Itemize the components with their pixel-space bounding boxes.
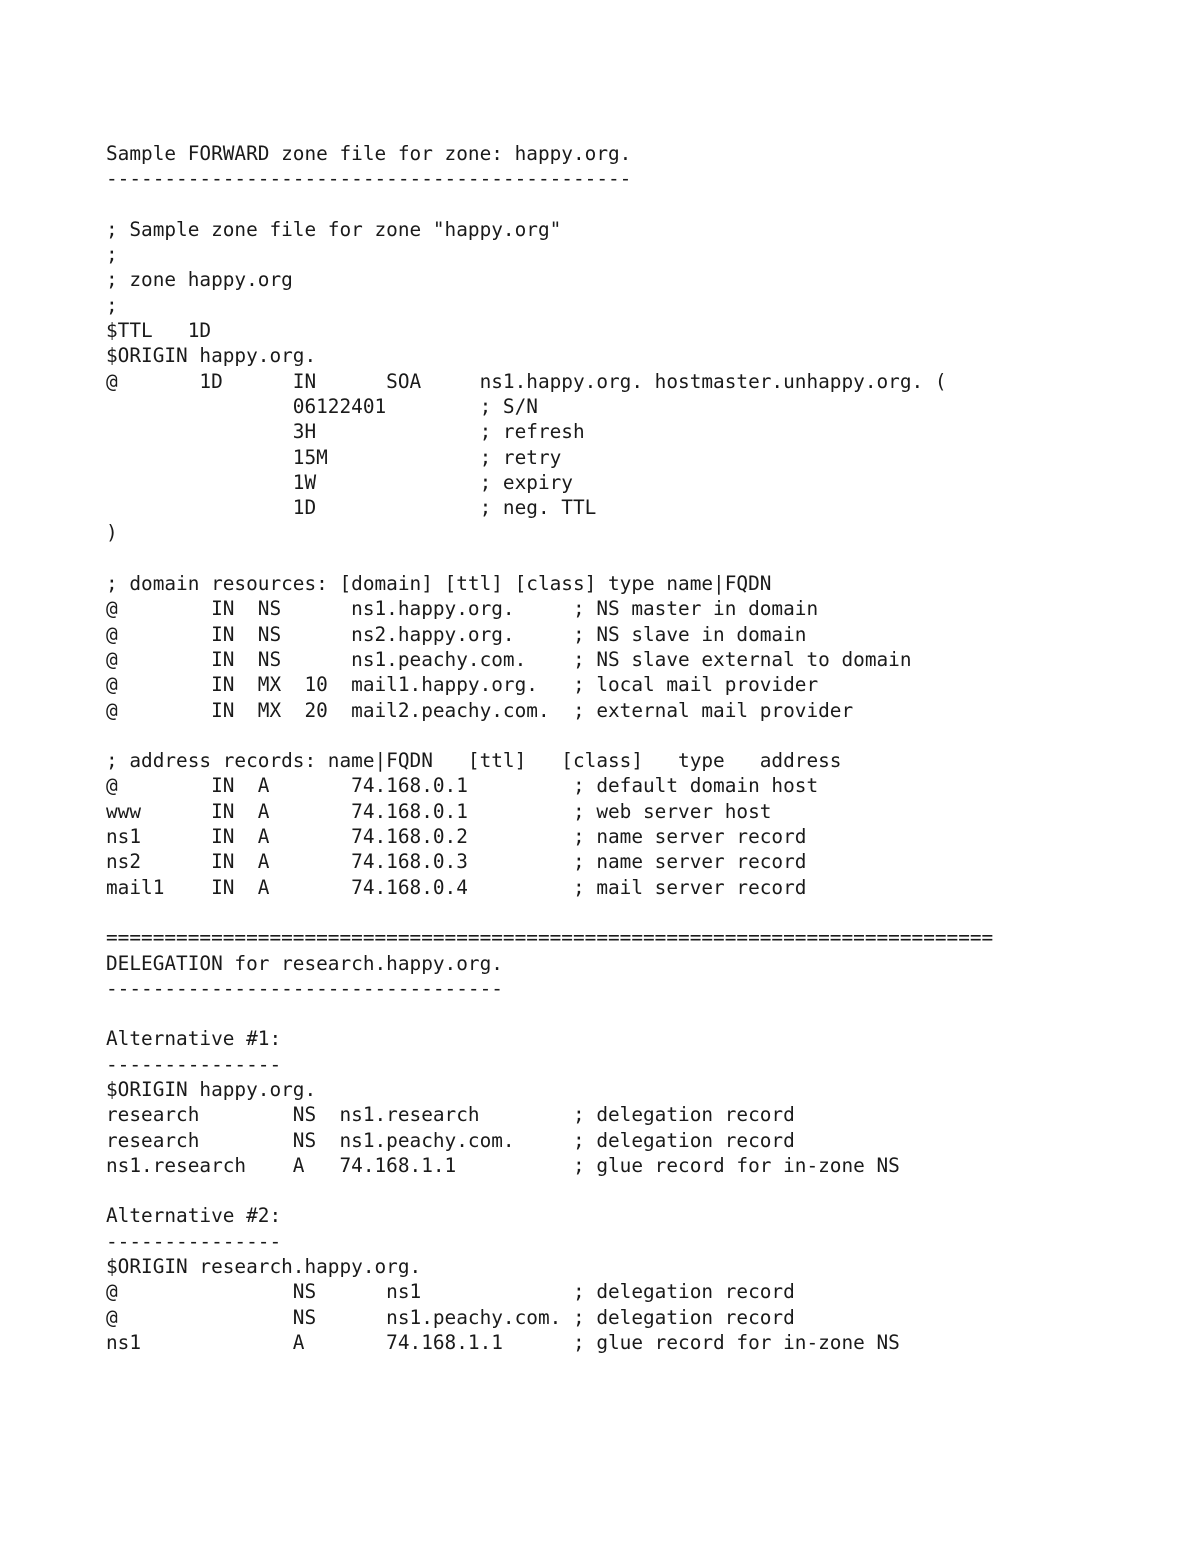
document-line: ns1.research A 74.168.1.1 ; glue record for in-zone NS [106, 1153, 900, 1177]
document-line: Sample FORWARD zone file for zone: happy.org. [106, 142, 632, 165]
document-line: @ NS ns1.peachy.com. ; delegation record [106, 1305, 795, 1329]
document-line: research NS ns1.peachy.com. ; delegation record [106, 1128, 795, 1152]
document-line: @ IN NS ns1.happy.org. ; NS master in domain [106, 597, 819, 621]
document-line: ns1 A 74.168.1.1 ; glue record for in-zone NS [106, 1330, 900, 1354]
document-line: $ORIGIN happy.org. [106, 344, 317, 368]
document-line [106, 192, 1166, 217]
document-line: 3H ; refresh [106, 420, 585, 444]
document-line: $ORIGIN research.happy.org. [106, 1255, 422, 1279]
document-line: Alternative #1: [106, 1027, 282, 1051]
document-line [106, 900, 1166, 925]
document-line: 15M ; retry [106, 445, 562, 469]
document-line: mail1 IN A 74.168.0.4 ; mail server record [106, 875, 807, 899]
document-line: 06122401 ; S/N [106, 394, 538, 418]
document-line: $ORIGIN happy.org. [106, 1077, 317, 1101]
document-line: @ IN NS ns2.happy.org. ; NS slave in domain [106, 622, 807, 646]
document-line: ============================================================================ [106, 926, 994, 950]
document-line: ) [106, 521, 118, 545]
document-line: Alternative #2: [106, 1204, 282, 1228]
document-line [106, 723, 1166, 748]
document-line: ; [106, 293, 118, 317]
document-line: 1W ; expiry [106, 470, 573, 494]
document-line [106, 546, 1166, 571]
zone-file-document [106, 141, 1166, 1355]
document-line: ; [106, 243, 118, 267]
document-line: --------------------------------------------- [106, 167, 632, 191]
document-line: ; zone happy.org [106, 268, 293, 292]
document-line [106, 1178, 1166, 1203]
document-line: ---------------------------------- [106, 976, 503, 1000]
document-line: @ IN A 74.168.0.1 ; default domain host [106, 774, 819, 798]
document-line: research NS ns1.research ; delegation record [106, 1103, 795, 1127]
document-line: @ IN NS ns1.peachy.com. ; NS slave external to domain [106, 647, 912, 671]
document-line: --------------- [106, 1229, 282, 1253]
document-line: ; Sample zone file for zone "happy.org" [106, 217, 562, 241]
document-line: @ IN MX 20 mail2.peachy.com. ; external mail provider [106, 698, 854, 722]
document-line: www IN A 74.168.0.1 ; web server host [106, 799, 772, 823]
document-line: @ 1D IN SOA ns1.happy.org. hostmaster.unhappy.org. ( [106, 369, 947, 393]
document-line: --------------- [106, 1052, 282, 1076]
document-line: $TTL 1D [106, 319, 212, 343]
document-line: ns2 IN A 74.168.0.3 ; name server record [106, 850, 807, 874]
document-line: ; domain resources: [domain] [ttl] [class] type name|FQDN [106, 572, 772, 596]
document-line: DELEGATION for research.happy.org. [106, 951, 503, 975]
document-line [106, 1001, 1166, 1026]
document-line: @ NS ns1 ; delegation record [106, 1280, 795, 1304]
document-line: ; address records: name|FQDN [ttl] [class] type address [106, 749, 842, 773]
document-line: 1D ; neg. TTL [106, 496, 597, 520]
document-line: @ IN MX 10 mail1.happy.org. ; local mail provider [106, 673, 819, 697]
document-line: ns1 IN A 74.168.0.2 ; name server record [106, 825, 807, 849]
